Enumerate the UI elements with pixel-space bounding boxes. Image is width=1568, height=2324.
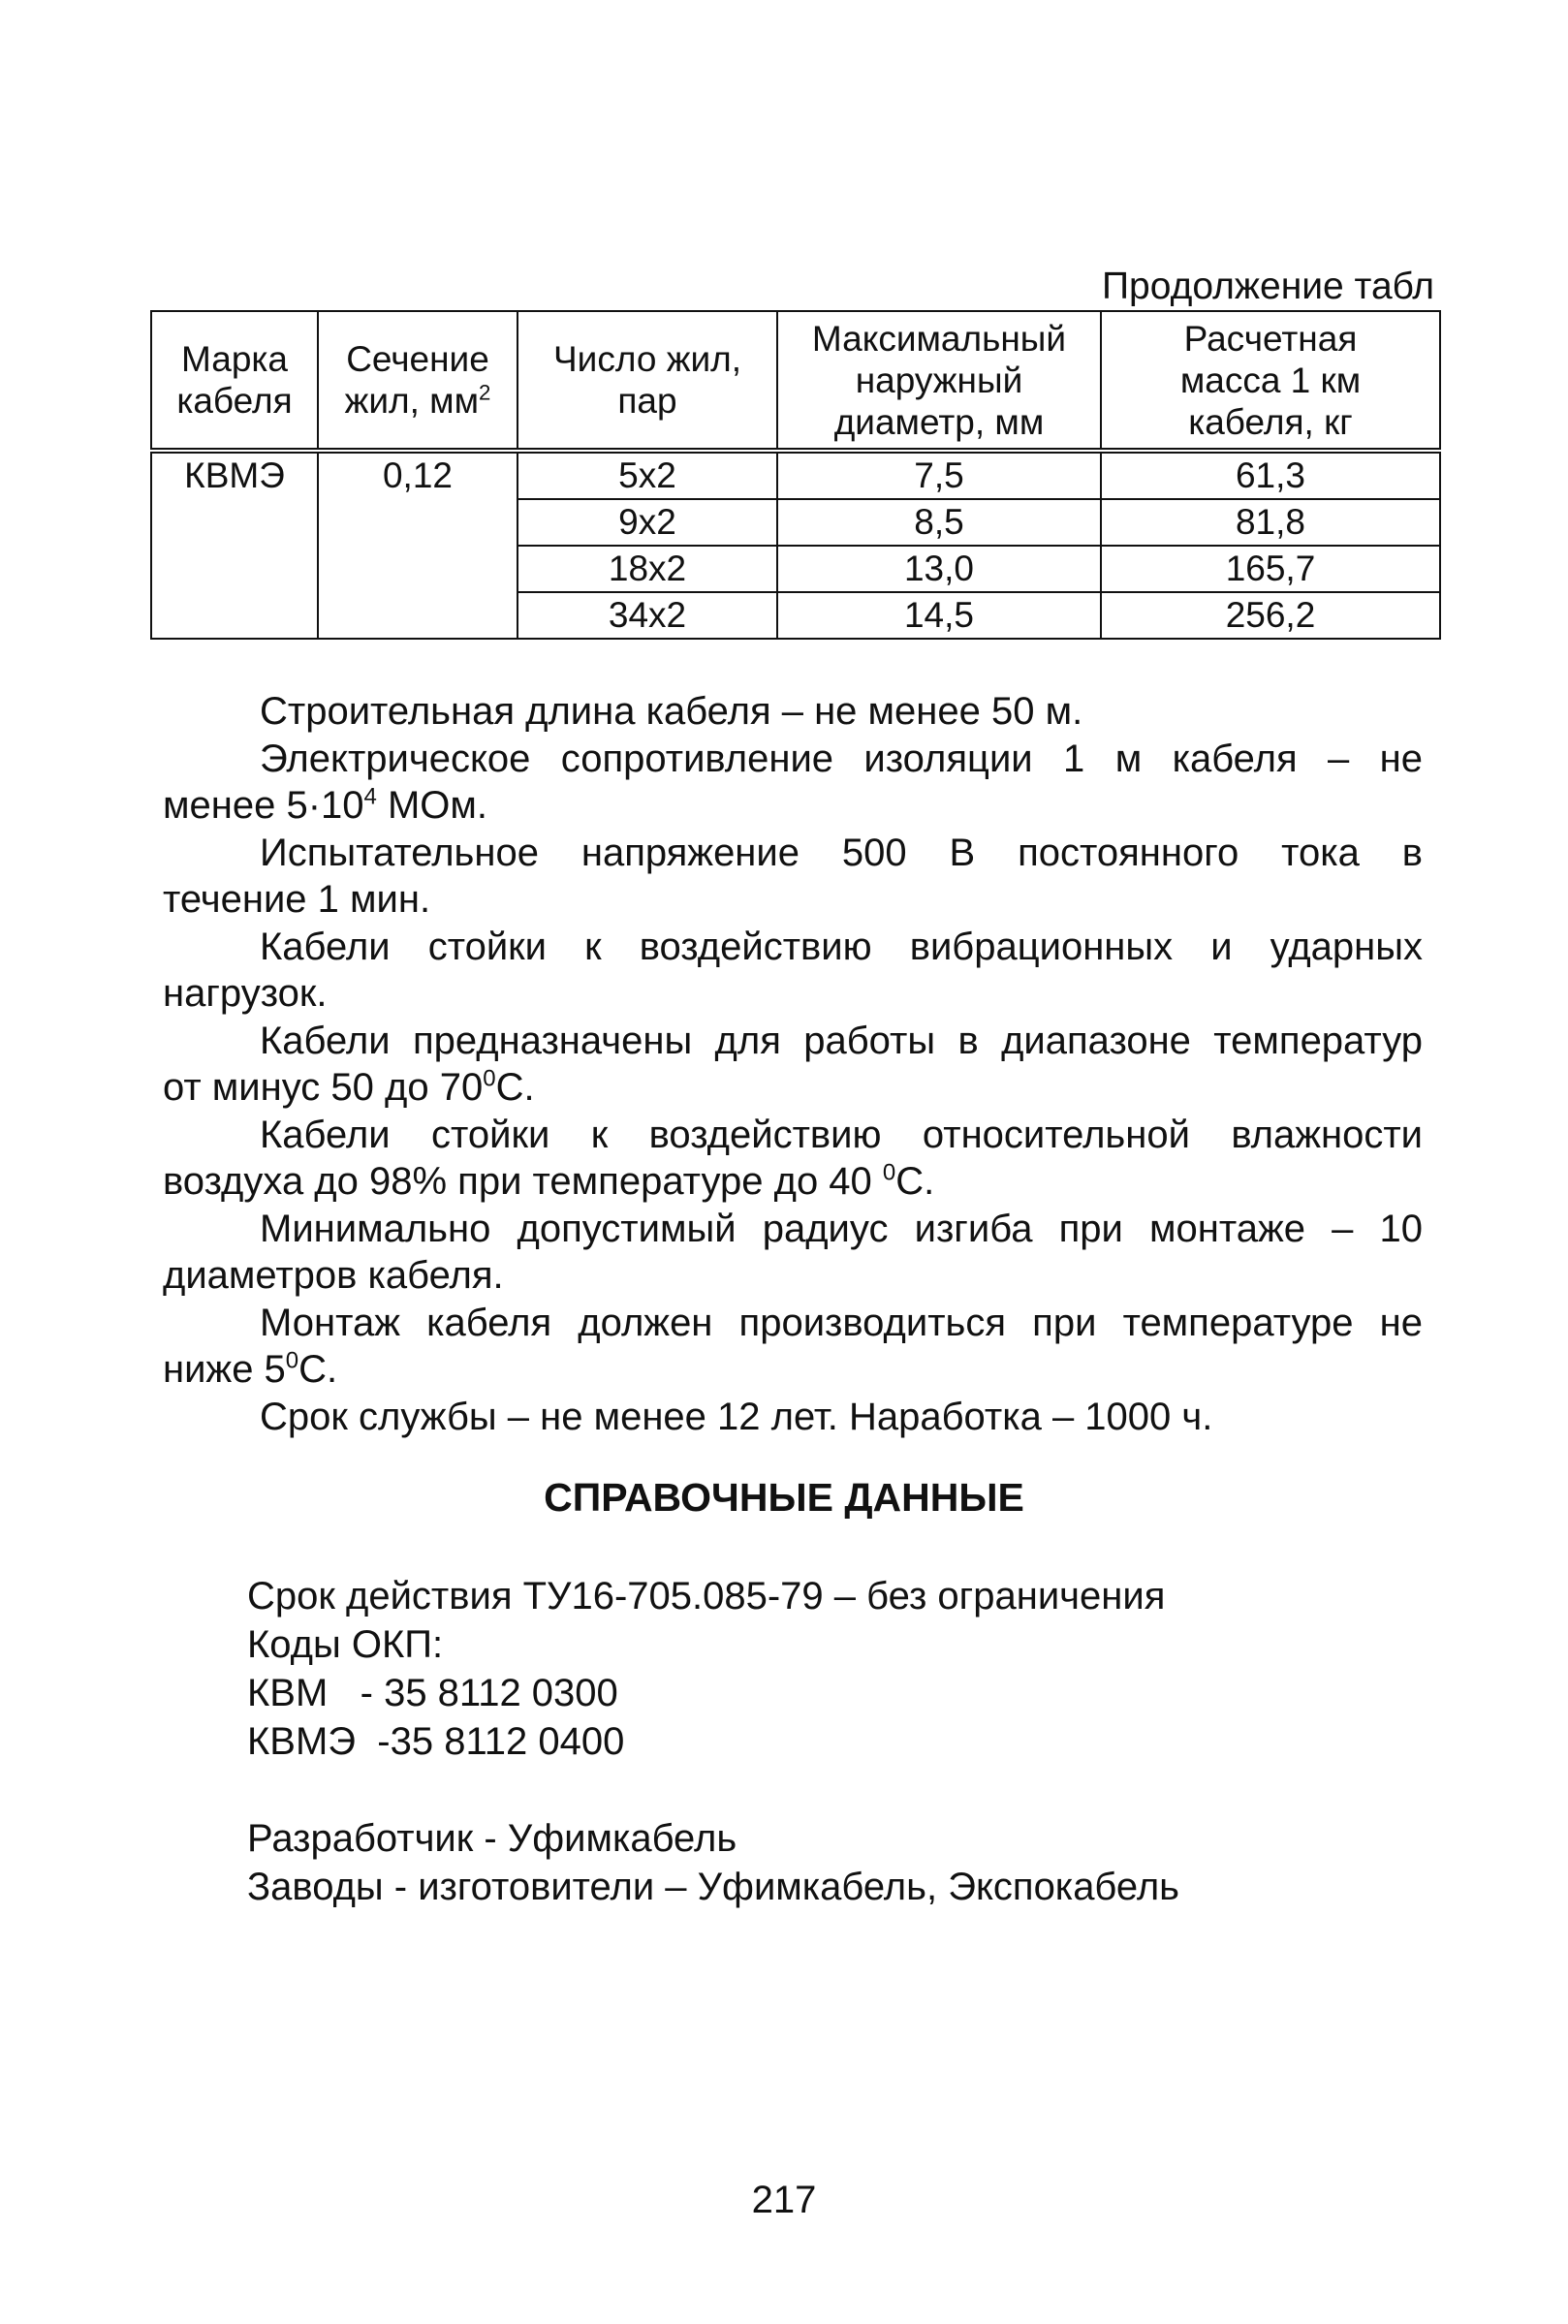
section-heading: СПРАВОЧНЫЕ ДАННЫЕ — [544, 1475, 1024, 1520]
header-section-line1: Сечение — [346, 339, 489, 379]
cell-mass: 81,8 — [1101, 499, 1440, 546]
paragraph-line: Минимально допустимый радиус изгиба при монтаже – 10 — [260, 1208, 1423, 1250]
header-mass-line3: кабеля, кг — [1188, 401, 1353, 442]
plants-line: Заводы - изготовители – Уфимкабель, Экспокабель — [247, 1866, 1179, 1908]
text-fragment: МОм. — [376, 784, 488, 827]
paragraph-line: Монтаж кабеля должен производиться при температуре не — [260, 1302, 1423, 1344]
spacer — [247, 1766, 1458, 1814]
cell-section: 0,12 — [318, 451, 517, 639]
header-section-sup: 2 — [479, 380, 491, 405]
cell-cores: 5x2 — [517, 451, 777, 499]
paragraph-line: Строительная длина кабеля – не менее 50 м. — [260, 690, 1083, 733]
cell-mass: 165,7 — [1101, 546, 1440, 592]
specifications-text — [163, 688, 1423, 1440]
header-brand-line1: Марка — [181, 339, 288, 379]
header-diameter-line2: наружный — [855, 360, 1023, 400]
reference-data — [247, 1572, 1458, 1911]
paragraph-insulation — [163, 736, 1423, 829]
table-header-row — [151, 311, 1440, 451]
cell-diameter: 14,5 — [777, 592, 1101, 639]
text-fragment: менее 5·10 — [163, 784, 364, 827]
validity-line: Срок действия ТУ16-705.085-79 – без ограничения — [247, 1575, 1166, 1617]
cable-spec-table — [150, 310, 1441, 640]
cell-mass: 256,2 — [1101, 592, 1440, 639]
paragraph-installation — [163, 1300, 1423, 1393]
paragraph-line: течение 1 мин. — [163, 878, 431, 921]
text-fragment: воздуха до 98% при температуре до 40 — [163, 1160, 883, 1203]
superscript: 0 — [285, 1347, 299, 1374]
header-cores-line1: Число жил, — [553, 339, 741, 379]
text-fragment: от минус 50 до 70 — [163, 1066, 484, 1109]
header-brand — [151, 311, 318, 451]
cell-diameter: 7,5 — [777, 451, 1101, 499]
paragraph-line — [163, 1064, 1423, 1111]
cell-mass: 61,3 — [1101, 451, 1440, 499]
paragraph-line — [163, 1158, 1423, 1205]
text-fragment: С. — [895, 1160, 935, 1203]
header-mass-line2: масса 1 км — [1179, 360, 1362, 400]
header-section-line2: жил, мм — [344, 381, 480, 421]
paragraph-service-life — [163, 1394, 1423, 1440]
paragraph-line — [163, 782, 1423, 829]
paragraph-vibration — [163, 924, 1423, 1017]
paragraph-length — [163, 688, 1423, 735]
text-fragment: ниже 5 — [163, 1348, 286, 1391]
superscript: 0 — [882, 1159, 896, 1186]
paragraph-line: диаметров кабеля. — [163, 1254, 504, 1297]
text-fragment: С. — [298, 1348, 338, 1391]
cell-diameter: 8,5 — [777, 499, 1101, 546]
header-diameter — [777, 311, 1101, 451]
header-section — [318, 311, 517, 451]
okp-title: Коды ОКП: — [247, 1623, 444, 1666]
okp-kvme: КВМЭ -35 8112 0400 — [247, 1720, 625, 1763]
developer-line: Разработчик - Уфимкабель — [247, 1817, 737, 1860]
superscript: 0 — [483, 1065, 496, 1092]
table-continuation-caption: Продолжение табл — [1102, 266, 1434, 307]
header-brand-line2: кабеля — [176, 381, 293, 421]
header-mass-line1: Расчетная — [1183, 318, 1358, 359]
paragraph-line: Срок службы – не менее 12 лет. Наработка – 1000 ч. — [260, 1396, 1213, 1438]
paragraph-line: Кабели стойки к воздействию вибрационных и ударных — [260, 926, 1423, 968]
cell-diameter: 13,0 — [777, 546, 1101, 592]
paragraph-test-voltage — [163, 830, 1423, 923]
paragraph-bend-radius — [163, 1206, 1423, 1299]
header-diameter-line3: диаметр, мм — [833, 401, 1045, 442]
header-diameter-line1: Максимальный — [811, 318, 1067, 359]
text-fragment: С. — [495, 1066, 535, 1109]
cell-cores: 9x2 — [517, 499, 777, 546]
page-number: 217 — [751, 2179, 817, 2221]
header-cores — [517, 311, 777, 451]
header-mass — [1101, 311, 1440, 451]
okp-kvm: КВМ - 35 8112 0300 — [247, 1672, 618, 1714]
paragraph-temperature — [163, 1018, 1423, 1111]
paragraph-line: Электрическое сопротивление изоляции 1 м кабеля – не — [260, 738, 1423, 780]
paragraph-humidity — [163, 1112, 1423, 1205]
paragraph-line: нагрузок. — [163, 972, 328, 1015]
cell-brand: КВМЭ — [151, 451, 318, 639]
paragraph-line — [163, 1346, 1423, 1393]
table-row — [151, 451, 1440, 499]
cell-cores: 34x2 — [517, 592, 777, 639]
paragraph-line: Кабели предназначены для работы в диапазоне температур — [260, 1020, 1423, 1062]
superscript: 4 — [363, 783, 377, 810]
header-cores-line2: пар — [617, 381, 677, 421]
cell-cores: 18x2 — [517, 546, 777, 592]
paragraph-line: Кабели стойки к воздействию относительной влажности — [260, 1114, 1423, 1156]
paragraph-line: Испытательное напряжение 500 В постоянного тока в — [260, 832, 1423, 874]
